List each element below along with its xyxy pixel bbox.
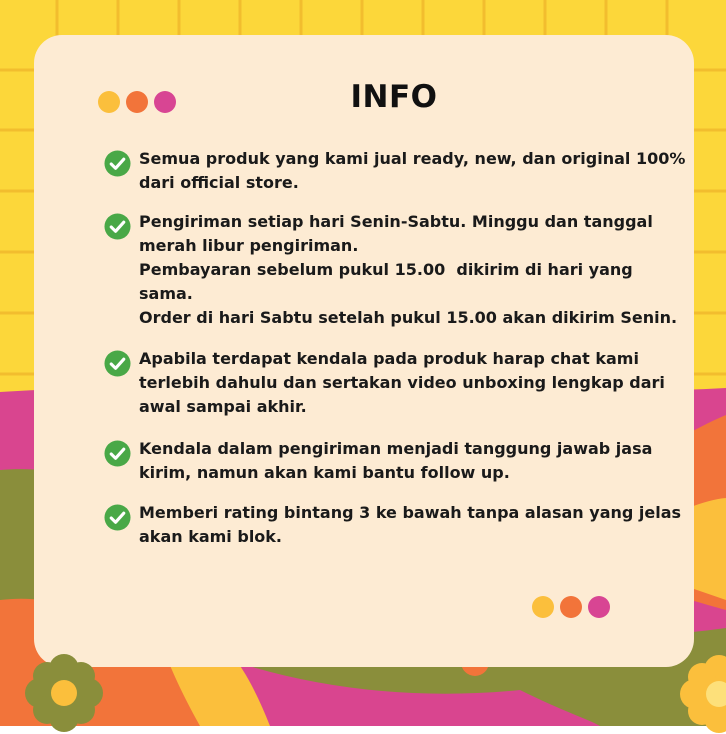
- item-line: terlebih dahulu dan sertakan video unboxing lengkap dari: [139, 373, 665, 392]
- check-circle-icon: [104, 440, 131, 467]
- check-circle-icon: [104, 213, 131, 240]
- list-item: [104, 210, 684, 330]
- page-title: INFO: [350, 79, 438, 115]
- item-line: Kendala dalam pengiriman menjadi tanggung jawab jasa: [139, 439, 653, 458]
- check-circle-icon: [104, 350, 131, 377]
- list-item: [104, 147, 684, 195]
- check-circle-icon: [104, 504, 131, 531]
- item-line: Semua produk yang kami jual ready, new, dan original 100%: [139, 149, 686, 168]
- item-line: kirim, namun akan kami bantu follow up.: [139, 463, 510, 482]
- check-circle-icon: [104, 150, 131, 177]
- item-line: dari official store.: [139, 173, 299, 192]
- dot-pink: [588, 596, 610, 618]
- dot-orange: [560, 596, 582, 618]
- info-list: [104, 147, 684, 564]
- item-line: Memberi rating bintang 3 ke bawah tanpa alasan yang jelas: [139, 503, 682, 522]
- info-card: [34, 35, 694, 667]
- item-line: akan kami blok.: [139, 527, 283, 546]
- item-text: [139, 437, 684, 485]
- item-line: Pembayaran sebelum pukul 15.00 dikirim di hari yang: [139, 260, 633, 279]
- item-line: sama.: [139, 284, 193, 303]
- item-text: [139, 347, 684, 419]
- item-text: [139, 501, 684, 549]
- list-item: [104, 501, 684, 549]
- item-line: merah libur pengiriman.: [139, 236, 359, 255]
- item-line: awal sampai akhir.: [139, 397, 307, 416]
- flower-icon: [679, 654, 726, 734]
- item-line: Pengiriman setiap hari Senin-Sabtu. Minggu dan tanggal: [139, 212, 653, 231]
- dot-yellow: [532, 596, 554, 618]
- item-text: [139, 210, 684, 330]
- list-item: [104, 437, 684, 485]
- dots-decoration-bottom: [532, 596, 610, 618]
- list-item: [104, 347, 684, 419]
- flower-icon: [24, 653, 104, 733]
- item-line: Apabila terdapat kendala pada produk harap chat kami: [139, 349, 639, 368]
- item-text: [139, 147, 684, 195]
- item-line: Order di hari Sabtu setelah pukul 15.00 akan dikirim Senin.: [139, 308, 678, 327]
